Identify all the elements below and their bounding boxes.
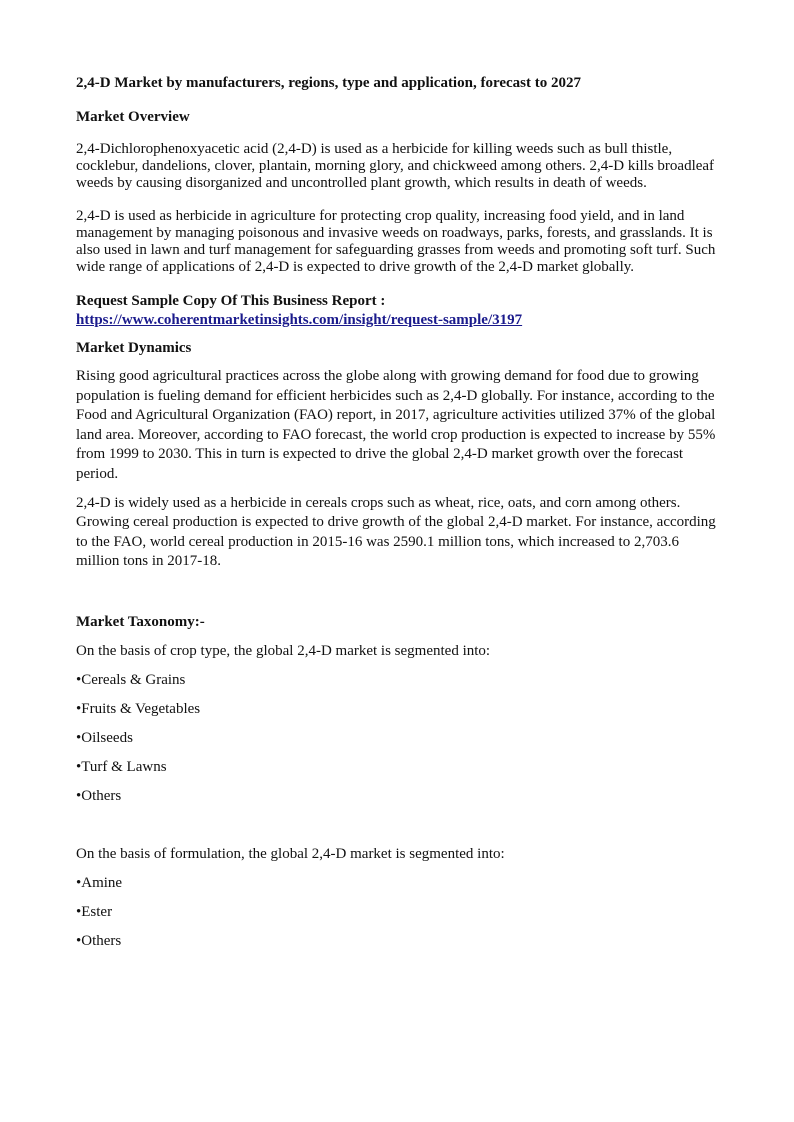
crop-type-item: •Fruits & Vegetables: [76, 700, 201, 717]
dynamics-paragraph-1: Rising good agricultural practices across the globe along with growing demand for food due to growing population is fueling demand for efficient herbicides such as 2,4-D globally. For instance, according to the Food and Agricultural Organization (FAO) report, in 2017, agriculture activities utilized 37% of the global land area. Moreover, according to FAO forecast, the world crop production is expected to increase by 55% from 1999 to 2030. This in turn is expected to drive the global 2,4-D market growth over the forecast period.: [76, 368, 716, 482]
crop-type-item: •Others: [76, 787, 122, 804]
formulation-item: •Ester: [76, 903, 113, 920]
formulation-item: •Amine: [76, 874, 123, 891]
market-taxonomy-heading: Market Taxonomy:-: [76, 613, 205, 630]
dynamics-paragraph-2: 2,4-D is widely used as a herbicide in cereals crops such as wheat, rice, oats, and corn among others. Growing cereal production is expected to drive growth of the global 2,4-D market. For instance, according to the FAO, world cereal production in 2015-16 was 2590.1 million tons, which increased to 2,703.6 million tons in 2017-18.: [76, 494, 716, 570]
crop-type-item: •Cereals & Grains: [76, 671, 186, 688]
section-spacer: [76, 581, 722, 613]
market-dynamics-heading: Market Dynamics: [76, 340, 192, 356]
market-overview-heading: Market Overview: [76, 109, 190, 125]
request-sample-link[interactable]: https://www.coherentmarketinsights.com/insight/request-sample/3197: [76, 312, 523, 328]
crop-type-item: •Turf & Lawns: [76, 758, 167, 775]
request-sample-label: Request Sample Copy Of This Business Report :: [76, 293, 386, 309]
crop-type-item: •Oilseeds: [76, 729, 133, 746]
document-title: 2,4-D Market by manufacturers, regions, type and application, forecast to 2027: [76, 75, 581, 91]
crop-type-intro: On the basis of crop type, the global 2,4-D market is segmented into:: [76, 642, 491, 659]
formulation-intro: On the basis of formulation, the global 2,4-D market is segmented into:: [76, 845, 505, 862]
formulation-item: •Others: [76, 932, 122, 949]
overview-paragraph-2: 2,4-D is used as herbicide in agriculture for protecting crop quality, increasing food yield, and in land management by managing poisonous and invasive weeds on roadways, parks, forests, and grasslands. It is also used in lawn and turf management for safeguarding grasses from weeds and promoting soft turf. Such wide range of applications of 2,4-D is expected to drive growth of the 2,4-D market globally.: [76, 208, 716, 275]
request-sample-block: [76, 292, 722, 330]
document-page: [76, 74, 722, 961]
section-spacer: [76, 816, 722, 845]
overview-paragraph-1: 2,4-Dichlorophenoxyacetic acid (2,4-D) is used as a herbicide for killing weeds such as bull thistle, cocklebur, dandelions, clover, plantain, morning glory, and chickweed among others. 2,4-D kills broadleaf weeds by causing disorganized and uncontrolled plant growth, which results in death of weeds.: [76, 141, 715, 191]
